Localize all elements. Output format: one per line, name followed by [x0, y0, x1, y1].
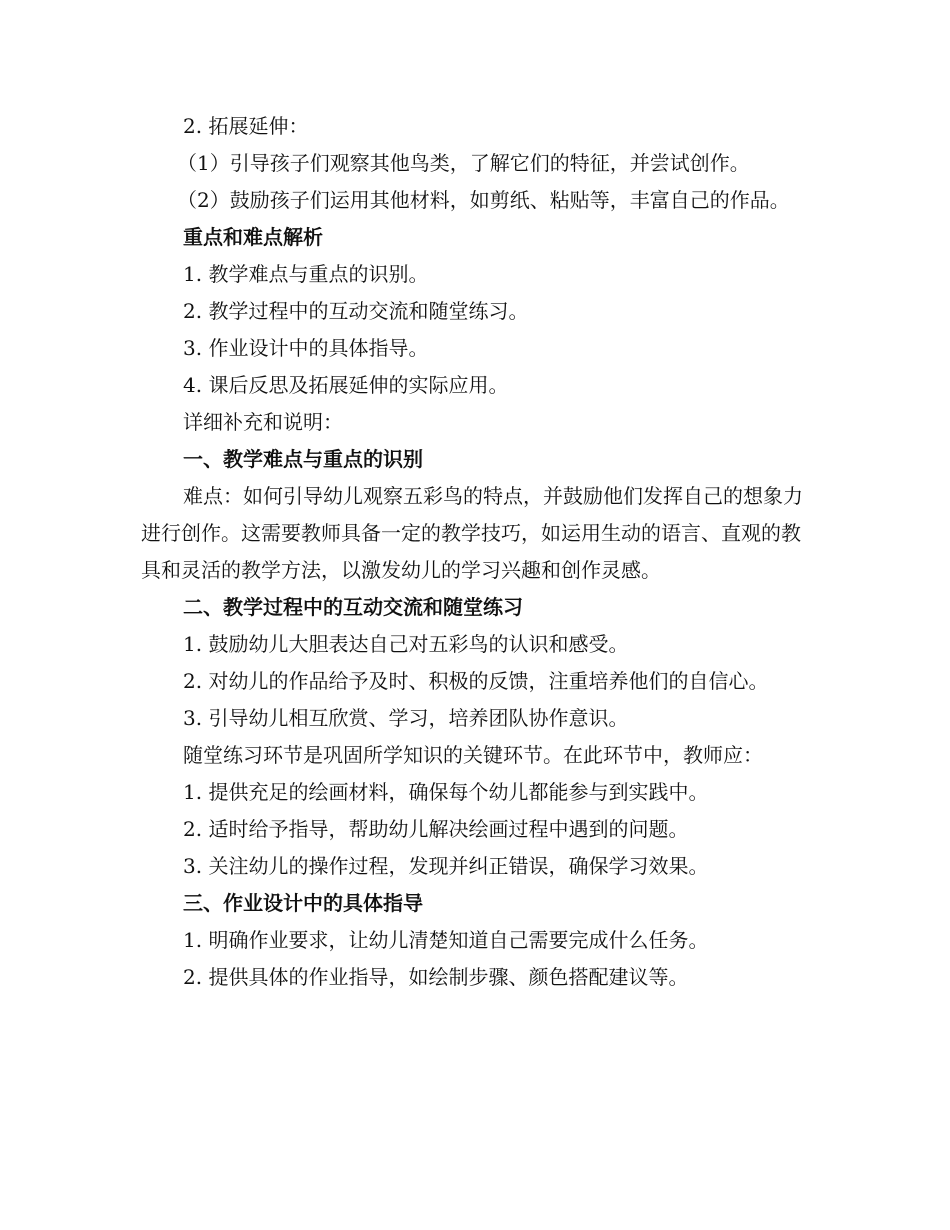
paragraph-extension: 2. 拓展延伸： [183, 114, 309, 138]
document-body [141, 108, 816, 996]
list-item: 2. 对幼儿的作品给予及时、积极的反馈，注重培养他们的自信心。 [183, 669, 769, 693]
list-item: 1. 明确作业要求，让幼儿清楚知道自己需要完成什么任务。 [183, 928, 709, 952]
list-item: 3. 关注幼儿的操作过程，发现并纠正错误，确保学习效果。 [183, 854, 709, 878]
list-item: 3. 引导幼儿相互欣赏、学习，培养团队协作意识。 [183, 706, 629, 730]
list-item: 3. 作业设计中的具体指导。 [183, 336, 429, 360]
paragraph-practice-intro: 随堂练习环节是巩固所学知识的关键环节。在此环节中，教师应： [183, 743, 763, 767]
list-item: 2. 提供具体的作业指导，如绘制步骤、颜色搭配建议等。 [183, 965, 689, 989]
heading-section-1: 一、教学难点与重点的识别 [183, 447, 423, 471]
list-item: 1. 提供充足的绘画材料，确保每个幼儿都能参与到实践中。 [183, 780, 709, 804]
heading-key-points: 重点和难点解析 [183, 225, 323, 249]
heading-section-3: 三、作业设计中的具体指导 [183, 891, 423, 915]
list-item: 2. 适时给予指导，帮助幼儿解决绘画过程中遇到的问题。 [183, 817, 689, 841]
paragraph-extension-item-1: （1）引导孩子们观察其他鸟类，了解它们的特征，并尝试创作。 [177, 151, 750, 175]
list-item: 2. 教学过程中的互动交流和随堂练习。 [183, 299, 529, 323]
paragraph-extension-item-2: （2）鼓励孩子们运用其他材料，如剪纸、粘贴等，丰富自己的作品。 [177, 188, 790, 212]
list-item: 4. 课后反思及拓展延伸的实际应用。 [183, 373, 509, 397]
paragraph-details-intro: 详细补充和说明： [183, 410, 343, 434]
heading-section-2: 二、教学过程中的互动交流和随堂练习 [183, 595, 523, 619]
list-item: 1. 鼓励幼儿大胆表达自己对五彩鸟的认识和感受。 [183, 632, 629, 656]
list-item: 1. 教学难点与重点的识别。 [183, 262, 429, 286]
paragraph-difficulty: 难点：如何引导幼儿观察五彩鸟的特点，并鼓励他们发挥自己的想象力进行创作。这需要教师具备一定的教学技巧，如运用生动的语言、直观的教具和灵活的教学方法，以激发幼儿的学习兴趣和创作灵感。 [141, 484, 803, 582]
